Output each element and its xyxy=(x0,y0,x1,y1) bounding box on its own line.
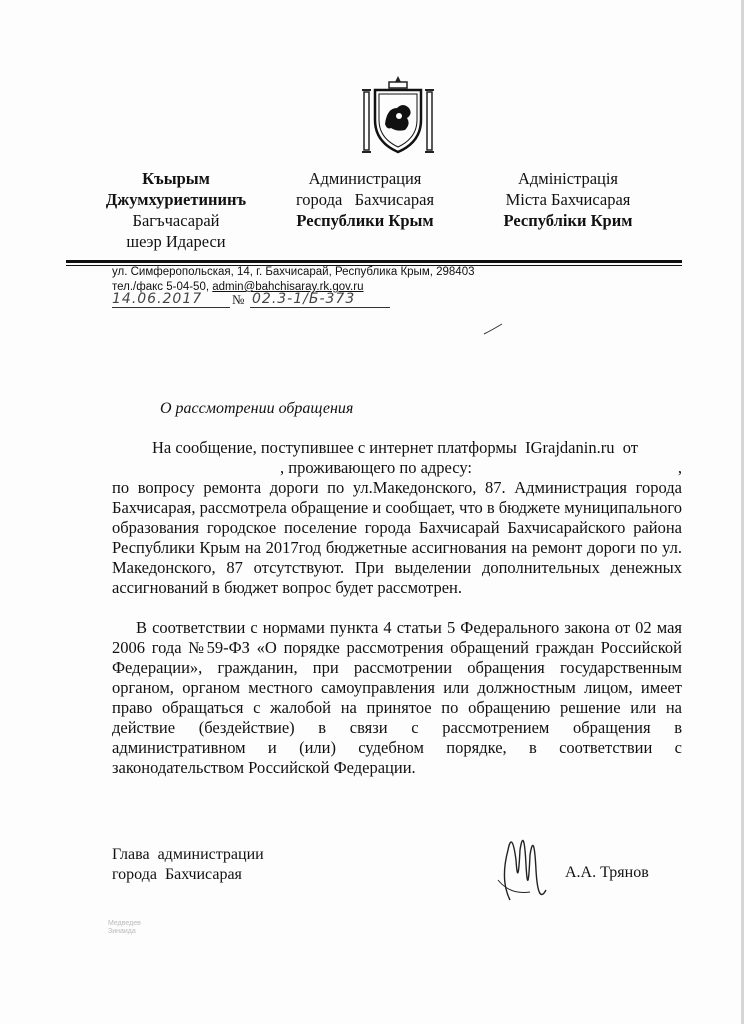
header-ct-line4: шеэр Идареси xyxy=(126,232,226,251)
paragraph-1-line2 xyxy=(112,458,682,478)
signatory-title xyxy=(112,845,264,885)
paragraph-1-line2-comma: , xyxy=(677,458,682,477)
paragraph-1-line2-text: , проживающего по адресу: xyxy=(280,458,473,477)
header-ru-line3: Республики Крым xyxy=(296,211,434,230)
registration-date: 14.06.2017 xyxy=(112,291,203,307)
letter-subject: О рассмотрении обращения xyxy=(160,400,354,417)
paragraph-1-line1: На сообщение, поступившее с интернет платформы IGrajdanin.ru от xyxy=(152,438,638,457)
header-ru-line2: города Бахчисарая xyxy=(295,190,435,209)
paragraph-1 xyxy=(112,438,682,598)
contact-phone: тел./факс 5-04-50, xyxy=(112,281,213,293)
header-ct-line1: Къырым xyxy=(142,169,210,188)
executor-note-line1: Медведев xyxy=(108,920,141,927)
registration-number-sign: № xyxy=(232,292,245,307)
header-ru-line1: Администрация xyxy=(308,169,422,188)
contact-address: ул. Симферопольская, 14, г. Бахчисарай, Республика Крым, 298403 xyxy=(112,266,475,278)
coat-of-arms-emblem xyxy=(361,74,435,156)
signatory-title-line1: Глава администрации xyxy=(112,846,264,863)
header-ua-line3: Республіки Крим xyxy=(503,211,633,230)
header-rule-thick xyxy=(66,260,682,263)
header-ua-line2: Міста Бахчисарая xyxy=(505,190,631,209)
registration-number: 02.3-1/Б-373 xyxy=(252,291,356,307)
header-ct-line3: Багъчасарай xyxy=(132,211,220,230)
header-crimean-tatar xyxy=(68,168,284,252)
date-underline xyxy=(112,307,230,308)
header-ct-line2: Джумхуриетининъ xyxy=(105,190,247,209)
number-underline xyxy=(250,307,390,308)
signatory-title-line2: города Бахчисарая xyxy=(112,866,242,883)
paragraph-1-rest: по вопросу ремонта дороги по ул.Македонского, 87. Администрация города Бахчисарая, рассмотрела обращение и сообщает, что в бюджете муниципального образования городское поселение города Бахчисарай Бахчисарайского района Республики Крым на 2017год бюджетные ассигнования на ремонт дороги по ул. Македонского, 87 отсутствуют. При выделении дополнительных денежных ассигнований в бюджет вопрос будет рассмотрен. xyxy=(112,478,682,597)
signatory-name: А.А. Трянов xyxy=(565,864,649,881)
handwritten-signature xyxy=(490,820,560,910)
contact-email: admin@bahchisaray.rk.gov.ru xyxy=(212,281,364,293)
executor-note-line2: Зинаида xyxy=(108,928,136,935)
header-russian xyxy=(270,168,460,231)
paragraph-2: В соответствии с нормами пункта 4 статьи 5 Федерального закона от 02 мая 2006 года №59-ФЗ «О порядке рассмотрения обращений граждан Российской Федерации», гражданин, при рассмотрении обращения государственным органом, органом местного самоуправления или должностным лицом, имеет право обращаться с жалобой на принятое по обращению решение или на действие (бездействие) в связи с рассмотрением обращения в административном и (или) судебном порядке, в соответствии с законодательством Российской Федерации. xyxy=(112,618,682,777)
executor-note xyxy=(108,920,141,936)
header-ukrainian xyxy=(468,168,668,231)
header-ua-line1: Адміністрація xyxy=(517,169,619,188)
pen-tick-mark xyxy=(482,322,504,336)
